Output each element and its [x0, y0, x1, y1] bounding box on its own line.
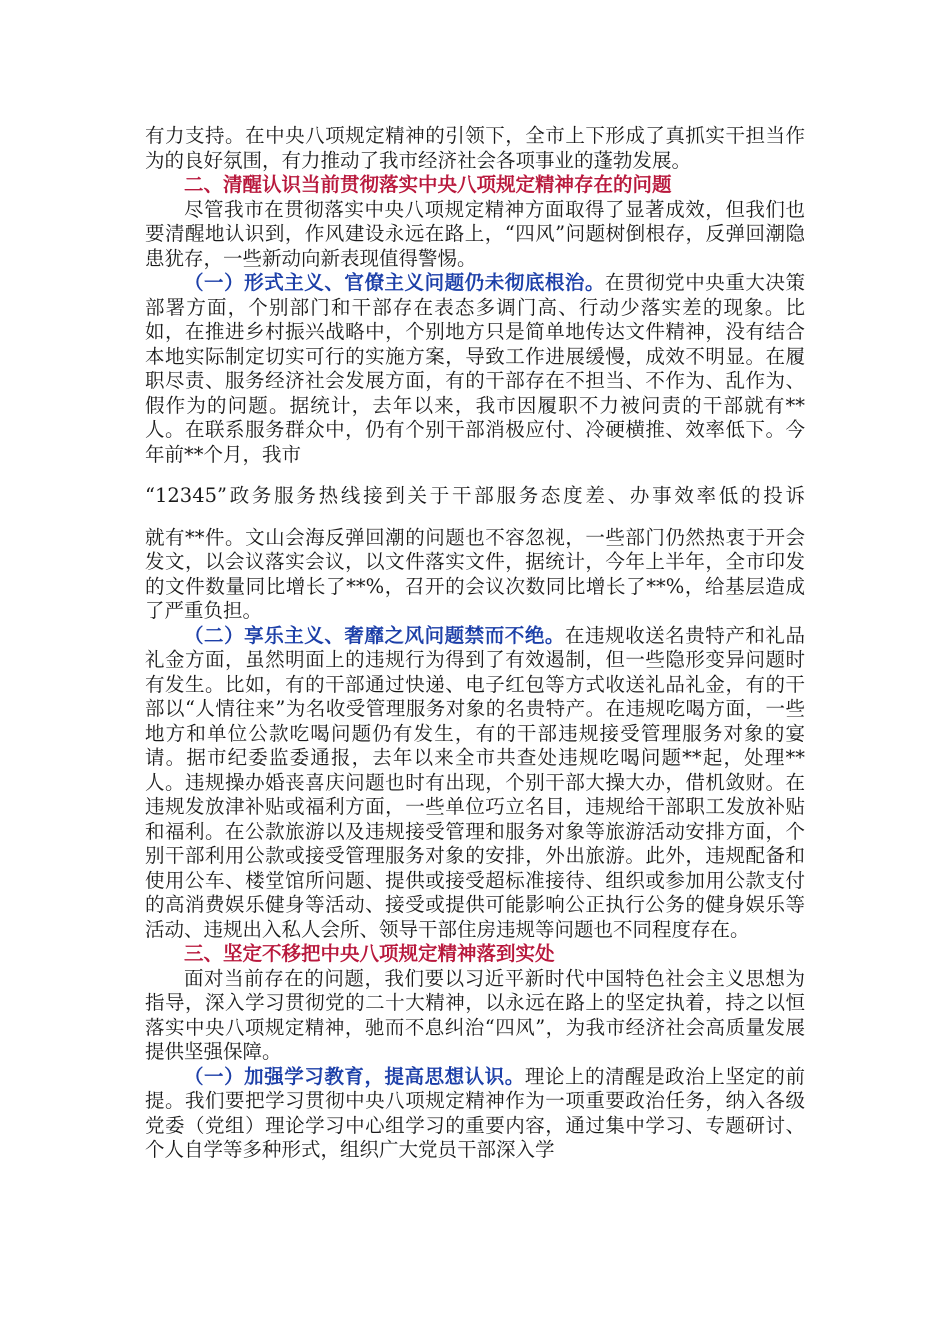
paragraph-subsection-2-1-continued: 就有**件。文山会海反弹回潮的问题也不容忽视，一些部门仍然热衷于开会发文，以会议落实会议，以文件落实文件，据统计，今年上半年，全市印发的文件数量同比增长了**%，召开的会议次数同比增长了**%，给基层造成了严重负担。 — [145, 525, 805, 622]
paragraph-intro-continuation: 有力支持。在中央八项规定精神的引领下，全市上下形成了真抓实干担当作为的良好氛围，有力推动了我市经济社会各项事业的蓬勃发展。 — [145, 124, 805, 172]
subsection-text-3-1: 理论上的清醒是政治上坚定的前提。我们要把学习贯彻中央八项规定精神作为一项重要政治任务，纳入各级党委（党组）理论学习中心组学习的重要内容，通过集中学习、专题研讨、个人自学等多种形式，组织广大党员干部深入学 — [145, 1064, 805, 1161]
subsection-text-2-2: 在违规收送名贵特产和礼品礼金方面，虽然明面上的违规行为得到了有效遏制，但一些隐形变异问题时有发生。比如，有的干部通过快递、电子红包等方式收送礼品礼金，有的干部以“人情往来”为名收受管理服务对象的名贵特产。在违规吃喝方面，一些地方和单位公款吃喝问题仍有发生，有的干部违规接受管理服务对象的宴请。据市纪委监委通报，去年以来全市共查处违规吃喝问题**起，处理**人。违规操办婚丧喜庆问题也时有出现，个别干部大操大办，借机敛财。在违规发放津补贴或福利方面，一些单位巧立名目，违规给干部职工发放补贴和福利。在公款旅游以及违规接受管理和服务对象等旅游活动安排方面，个别干部利用公款或接受管理服务对象的安排，外出旅游。此外，违规配备和使用公车、楼堂馆所问题、提供或接受超标准接待、组织或参加用公款支付的高消费娱乐健身等活动、接受或提供可能影响公正执行公务的健身娱乐等活动、违规出入私人会所、领导干部住房违规等问题也不同程度存在。 — [145, 623, 805, 941]
paragraph-section-3-intro: 面对当前存在的问题，我们要以习近平新时代中国特色社会主义思想为指导，深入学习贯彻党的二十大精神，以永远在路上的坚定执着，持之以恒落实中央八项规定精神，驰而不息纠治“四风”，为我市经济社会高质量发展提供坚强保障。 — [145, 966, 805, 1063]
paragraph-subsection-2-2 — [145, 624, 805, 943]
subsection-text-2-1a: 在贯彻党中央重大决策部署方面，个别部门和干部存在表态多调门高、行动少落实差的现象。比如，在推进乡村振兴战略中，个别地方只是简单地传达文件精神，没有结合本地实际制定切实可行的实施方案，导致工作进展缓慢，成效不明显。在履职尽责、服务经济社会发展方面，有的干部存在不担当、不作为、乱作为、假作为的问题。据统计，去年以来，我市因履职不力被问责的干部就有**人。在联系服务群众中，仍有个别干部消极应付、冷硬横推、效率低下。今年前**个月，我市 — [145, 271, 805, 466]
subsection-title-2-2: （二）享乐主义、奢靡之风问题禁而不绝。 — [184, 623, 565, 647]
document-body — [145, 124, 805, 1163]
subsection-title-3-1: （一）加强学习教育，提高思想认识。 — [184, 1064, 525, 1088]
paragraph-subsection-2-1 — [145, 271, 805, 467]
section-heading-2: 二、清醒认识当前贯彻落实中央八项规定精神存在的问题 — [184, 173, 672, 196]
paragraph-hotline-line: “12345”政务服务热线接到关于干部服务态度差、办事效率低的投诉 — [145, 484, 805, 507]
section-heading-3: 三、坚定不移把中央八项规定精神落到实处 — [184, 942, 555, 965]
paragraph-subsection-3-1 — [145, 1065, 805, 1163]
subsection-title-2-1: （一）形式主义、官僚主义问题仍未彻底根治。 — [184, 271, 606, 294]
paragraph-section-2-intro: 尽管我市在贯彻落实中央八项规定精神方面取得了显著成效，但我们也要清醒地认识到，作风建设永远在路上，“四风”问题树倒根存，反弹回潮隐患犹存，一些新动向新表现值得警惕。 — [145, 197, 805, 270]
